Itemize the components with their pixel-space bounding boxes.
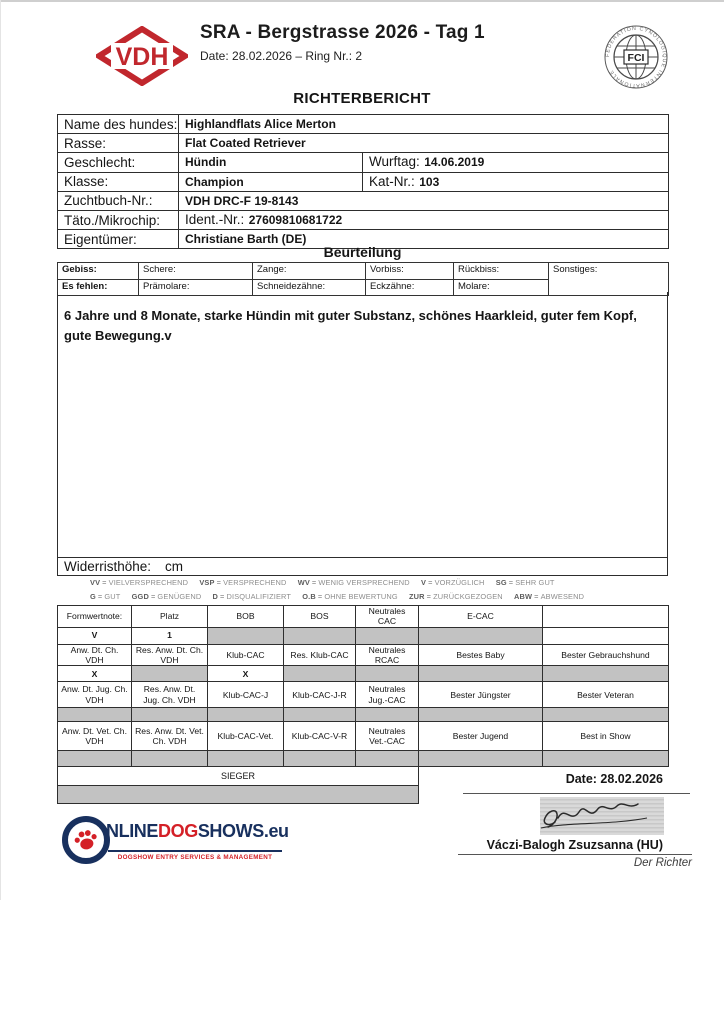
table-row — [58, 210, 669, 229]
onlinedogshows-tagline: DOGSHOW ENTRY SERVICES & MANAGEMENT — [108, 850, 282, 861]
klub-cac-label: Klub-CAC — [208, 644, 284, 666]
legend-value: GENÜGEND — [157, 591, 202, 601]
report-title: RICHTERBERICHT — [293, 90, 431, 107]
grade-legend-line2 — [90, 590, 593, 604]
dog-info-table — [57, 114, 669, 249]
anw-dt-vet-ch-label: Anw. Dt. Vet. Ch. VDH — [58, 722, 132, 751]
catalog-number-value: 103 — [419, 174, 440, 189]
sex-label: Geschlecht: — [58, 153, 179, 172]
empty-gray-cell — [284, 751, 356, 767]
legend-key: VV — [90, 578, 101, 587]
header-bos: BOS — [284, 606, 356, 628]
legend-key: G — [90, 591, 96, 601]
legend-key: WV — [297, 578, 310, 587]
birthdate-label: Wurftag: — [369, 154, 420, 170]
empty-gray-cell — [58, 708, 132, 722]
header-neutrales-cac: Neutrales CAC — [356, 606, 419, 628]
logo-text-eu: .eu — [263, 821, 289, 841]
sieger-gray-cell — [58, 786, 419, 804]
bestes-baby-label: Bestes Baby — [419, 644, 543, 666]
bob-cell — [208, 627, 284, 644]
microchip-cell — [179, 210, 669, 229]
junior-mark-row — [58, 708, 669, 722]
owner-value: Christiane Barth (DE) — [179, 230, 669, 249]
catalog-number-label: Kat-Nr.: — [369, 173, 415, 189]
res-anw-dt-ch-label: Res. Anw. Dt. Ch. VDH — [132, 644, 208, 666]
empty-gray-cell — [132, 708, 208, 722]
studbook-value: VDH DRC-F 19-8143 — [179, 191, 669, 210]
missing-teeth-label: Es fehlen: — [58, 279, 139, 296]
studbook-label: Zuchtbuch-Nr.: — [58, 191, 179, 210]
microchip-label: Täto./Mikrochip: — [58, 210, 179, 229]
empty-gray-cell — [208, 751, 284, 767]
scan-edge-top — [0, 0, 724, 2]
legend-sep: = — [216, 578, 222, 587]
empty-gray-cell — [419, 708, 543, 722]
results-header-row — [58, 606, 669, 628]
legend-key: ABW — [514, 591, 533, 601]
table-row — [58, 191, 669, 210]
klub-cac-j-r-label: Klub-CAC-J-R — [284, 682, 356, 708]
best-in-show-label: Best in Show — [543, 722, 669, 751]
class-label: Klasse: — [58, 172, 179, 191]
other-label: Sonstiges: — [549, 263, 669, 296]
legend-sep: = — [311, 578, 317, 587]
legend-sep: = — [534, 591, 539, 601]
e-cac-cell — [419, 627, 543, 644]
scan-edge-left — [0, 0, 1, 900]
onlinedogshows-logo — [62, 813, 289, 865]
legend-sep: = — [508, 578, 514, 587]
legend-key: V — [421, 578, 427, 587]
empty-gray-cell — [419, 751, 543, 767]
judge-comment-box — [57, 292, 668, 557]
res-klub-cac-label: Res. Klub-CAC — [284, 644, 356, 666]
champion-label-row — [58, 644, 669, 666]
fci-logo-text: FCI — [627, 52, 645, 64]
champion-mark-row — [58, 666, 669, 682]
legend-value: OHNE BEWERTUNG — [324, 591, 398, 601]
legend-value: SEHR GUT — [515, 578, 555, 587]
footer-date: Date: 28.02.2026 — [565, 772, 663, 786]
header-formwertnote: Formwertnote: — [58, 606, 132, 628]
vdh-logo-icon — [96, 26, 188, 91]
legend-value: VORZÜGLICH — [434, 578, 485, 587]
molars-label: Molare: — [454, 279, 549, 296]
grade-value: V — [58, 627, 132, 644]
legend-value: ZURÜCKGEZOGEN — [433, 591, 503, 601]
empty-gray-cell — [356, 708, 419, 722]
legend-sep: = — [426, 591, 432, 601]
table-row — [58, 153, 669, 172]
dentition-table — [57, 262, 669, 296]
fci-ring-text: FEDERATION CYNOLOGIQUE INTERNATIONALE — [604, 25, 668, 89]
grade-value-row — [58, 627, 669, 644]
platz-value: 1 — [132, 627, 208, 644]
legend-sep: = — [150, 591, 156, 601]
bester-gebrauchshund-label: Bester Gebrauchshund — [543, 644, 669, 666]
anw-dt-ch-mark: X — [58, 666, 132, 682]
legend-key: O.B — [302, 591, 316, 601]
judge-name: Váczi-Balogh Zsuzsanna (HU) — [486, 838, 663, 852]
marked-cell — [284, 666, 356, 682]
neutrales-jug-cac-label: Neutrales Jug.-CAC — [356, 682, 419, 708]
catalog-number-cell — [363, 172, 669, 191]
veteran-mark-row — [58, 751, 669, 767]
bester-jugend-label: Bester Jugend — [419, 722, 543, 751]
junior-label-row — [58, 682, 669, 708]
legend-value: DISQUALIFIZIERT — [226, 591, 292, 601]
evaluation-section-title: Beurteilung — [323, 244, 402, 260]
table-row — [58, 172, 669, 191]
birthdate-cell — [363, 153, 669, 172]
judge-comment-text: 6 Jahre und 8 Monate, starke Hündin mit guter Substanz, schönes Haarkleid, guter fem Kopf, gute Bewegung.v — [64, 308, 637, 344]
marked-cell — [356, 666, 419, 682]
klub-cac-v-r-label: Klub-CAC-V-R — [284, 722, 356, 751]
table-row — [58, 263, 669, 280]
premolars-label: Prämolare: — [139, 279, 253, 296]
anw-dt-jug-ch-label: Anw. Dt. Jug. Ch. VDH — [58, 682, 132, 708]
legend-key: VSP — [199, 578, 215, 587]
sex-value: Hündin — [179, 153, 363, 172]
grade-legend — [90, 576, 593, 603]
klub-cac-j-label: Klub-CAC-J — [208, 682, 284, 708]
logo-text-shows: SHOWS — [197, 821, 264, 841]
logo-text-nline: NLINE — [106, 821, 159, 841]
legend-sep: = — [317, 591, 323, 601]
overbite-label: Rückbiss: — [454, 263, 549, 280]
breed-label: Rasse: — [58, 134, 179, 153]
breed-value: Flat Coated Retriever — [179, 134, 669, 153]
table-row — [58, 115, 669, 134]
empty-gray-cell — [543, 708, 669, 722]
legend-key: SG — [495, 578, 507, 587]
signature-bottom-line — [458, 854, 692, 855]
class-value: Champion — [179, 172, 363, 191]
judge-signature-icon — [525, 796, 665, 841]
vdh-logo-text: VDH — [115, 43, 169, 71]
res-anw-dt-vet-ch-label: Res. Anw. Dt. Vet. Ch. VDH — [132, 722, 208, 751]
empty-gray-cell — [543, 751, 669, 767]
onlinedogshows-wordmark — [106, 821, 289, 842]
judge-role: Der Richter — [633, 857, 692, 869]
grade-legend-line1 — [90, 576, 593, 590]
klub-cac-vet-label: Klub-CAC-Vet. — [208, 722, 284, 751]
legend-key: ZUR — [408, 591, 425, 601]
bester-veteran-label: Bester Veteran — [543, 682, 669, 708]
show-date-ring: Date: 28.02.2026 – Ring Nr.: 2 — [200, 49, 363, 63]
header-bob: BOB — [208, 606, 284, 628]
bite-label: Gebiss: — [58, 263, 139, 280]
legend-sep: = — [97, 591, 103, 601]
legend-value: WENIG VERSPRECHEND — [318, 578, 410, 587]
paw-icon — [72, 827, 100, 854]
ident-number-value: 27609810681722 — [248, 213, 343, 228]
legend-value: GUT — [104, 591, 121, 601]
header-e-cac: E-CAC — [419, 606, 543, 628]
neutrales-rcac-label: Neutrales RCAC — [356, 644, 419, 666]
legend-sep: = — [102, 578, 107, 587]
header-empty — [543, 606, 669, 628]
legend-key: D — [212, 591, 219, 601]
marked-cell — [543, 666, 669, 682]
withers-height-label: Widerristhöhe: — [64, 559, 152, 574]
underbite-label: Vorbiss: — [366, 263, 454, 280]
legend-value: VIELVERSPRECHEND — [108, 578, 189, 587]
neutrales-vet-cac-label: Neutrales Vet.-CAC — [356, 722, 419, 751]
fci-logo-icon — [594, 20, 678, 99]
legend-value: ABWESEND — [540, 591, 585, 601]
klub-cac-mark: X — [208, 666, 284, 682]
empty-gray-cell — [356, 751, 419, 767]
empty-gray-cell — [284, 708, 356, 722]
signature-top-line — [463, 793, 690, 794]
legend-sep: = — [428, 578, 433, 587]
dog-name-label: Name des hundes: — [58, 115, 179, 134]
bos-cell — [284, 627, 356, 644]
canines-label: Eckzähne: — [366, 279, 454, 296]
show-title: SRA - Bergstrasse 2026 - Tag 1 — [200, 22, 485, 43]
marked-cell — [419, 666, 543, 682]
withers-height-row — [57, 557, 668, 576]
empty-gray-cell — [132, 751, 208, 767]
empty-cell — [543, 627, 669, 644]
res-anw-dt-jug-ch-label: Res. Anw. Dt. Jug. Ch. VDH — [132, 682, 208, 708]
bester-juengster-label: Bester Jüngster — [419, 682, 543, 708]
dog-name-value: Highlandflats Alice Merton — [179, 115, 669, 134]
withers-height-unit: cm — [165, 559, 184, 574]
sieger-label: SIEGER — [58, 767, 419, 786]
scissor-bite-label: Schere: — [139, 263, 253, 280]
legend-value: VERSPRECHEND — [223, 578, 287, 587]
empty-gray-cell — [208, 708, 284, 722]
show-title-block — [200, 22, 485, 63]
incisors-label: Schneidezähne: — [253, 279, 366, 296]
empty-gray-cell — [58, 751, 132, 767]
pincer-bite-label: Zange: — [253, 263, 366, 280]
logo-text-dog: DOG — [158, 821, 198, 841]
marked-cell — [132, 666, 208, 682]
veteran-label-row — [58, 722, 669, 751]
neutrales-cac-cell — [356, 627, 419, 644]
anw-dt-ch-label: Anw. Dt. Ch. VDH — [58, 644, 132, 666]
owner-label: Eigentümer: — [58, 230, 179, 249]
birthdate-value: 14.06.2019 — [424, 155, 485, 170]
onlinedogshows-ring-icon — [62, 816, 110, 864]
ident-number-label: Ident.-Nr.: — [185, 212, 245, 228]
legend-key: GGD — [131, 591, 149, 601]
header-platz: Platz — [132, 606, 208, 628]
legend-sep: = — [220, 591, 225, 601]
table-row — [58, 134, 669, 153]
